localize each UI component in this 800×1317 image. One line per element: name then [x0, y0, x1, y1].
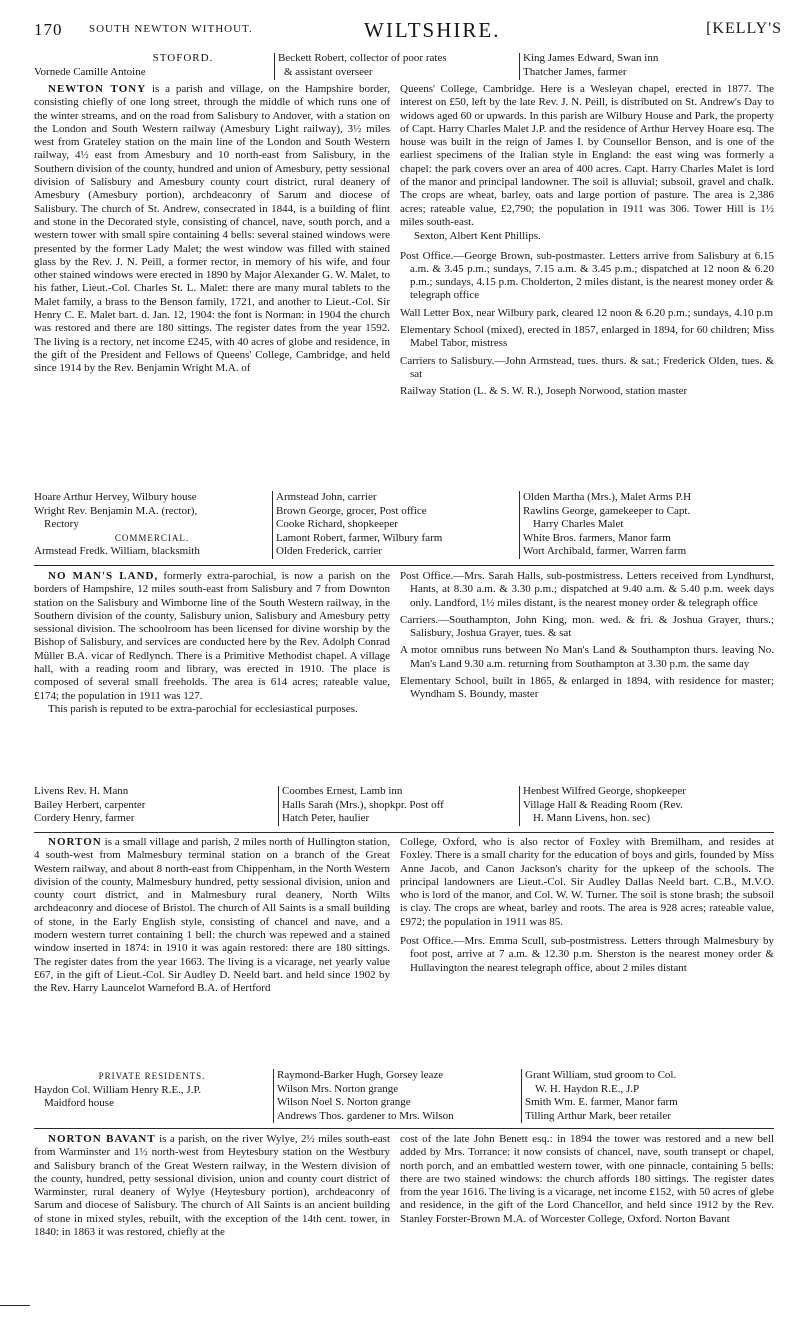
parish-name: NORTON	[48, 836, 102, 848]
list-item: Wort Archibald, farmer, Warren farm	[523, 545, 687, 557]
newton-tony-dir-col1	[34, 491, 270, 559]
list-item: Olden Martha (Mrs.), Malet Arms P.H	[523, 491, 692, 503]
list-item: Wright Rev. Benjamin M.A. (rector),	[34, 504, 198, 517]
norton-bavant-right: cost of the late John Benett esq.: in 1894 the tower was restored and a new bell added by Mrs. Torrance: it now consists of chancel, nave, south transept or chapel, north porch, and an embattled western tower, with one pinnacle, containing 5 bells: there are two stained windows: the church affords 180 sittings. The register dates from the year 1616. The living is a vicarage, net income £152, with 50 acres of glebe and residence, in the gift of the Lord Chancellor, and held since 1912 by the Rev. Stanley Forster-Brown M.A. of Worcester College, Oxford. Norton Bavant	[400, 1133, 774, 1225]
list-item: Brown George, grocer, Post office	[276, 504, 427, 517]
list-item: Rawlins George, gamekeeper to Capt.	[523, 504, 691, 517]
stoford-middle	[278, 52, 518, 79]
section-divider	[34, 1128, 774, 1129]
column-rule	[519, 53, 520, 80]
newton-tony-dir-col3	[523, 491, 775, 559]
list-item: Livens Rev. H. Mann	[34, 785, 129, 797]
page-header	[34, 20, 782, 44]
parish-text: is a small village and parish, 2 miles north of Hullington station, 4 south-west from Malmesbury terminal station on a branch of the Great Western railway, and about 8 north-east from Chippenham, in the North Western division of the county, Malmesbury hundred, petty sessional division, union and county court district, and in Malmesbury rural deanery, North Wilts archdeaconry and diocese of Bristol. The church of All Saints is a small building of stone, in the Early English style, consisting of chancel and nave, and a modern western turret containing 1 bell: the church was repewed and a stained window inserted in 1874: in 1910 it was again restored: there are 180 sittings. The register dates from the year 1663. The living is a vicarage, net yearly value £67, in the gift of Lieut.-Col. Sir Audley D. Neeld bart. and held since 1902 by the Rev. Harry Launcelot Warneford B.A. of Hertford	[34, 836, 391, 995]
stoford-right	[523, 52, 773, 79]
no-mans-land-dir-col1	[34, 785, 270, 826]
margin-mark	[0, 1305, 30, 1306]
list-item: Wilson Mrs. Norton grange	[277, 1082, 399, 1095]
list-item: Beckett Robert, collector of poor rates	[278, 52, 447, 64]
list-item: Thatcher James, farmer	[523, 65, 627, 78]
section-divider	[34, 565, 774, 566]
newton-tony-description	[34, 83, 390, 376]
norton-dir-col3	[525, 1069, 775, 1123]
list-item: Cooke Richard, shopkeeper	[276, 518, 398, 530]
parish-text-continued: College, Oxford, who is also rector of Foxley with Bremilham, and resides at Foxley. There is a small charity for the education of boys and girls, founded by Miss Anne Jacob, and Canon Jackson's charity for the upkeep of the schools. The principal landowners are Lieut.-Col. Sir Audley Dallas Neeld bart. C.B., M.V.O. who is lord of the manor, and Col. W. W. Turner. The soil is stone brash; the subsoil is clay. The crops are wheat, barley and roots. The area is 928 acres; rateable value, £972; the population in 1911 was 85.	[400, 836, 774, 928]
stoford-left	[34, 52, 272, 79]
notice: Carriers to Salisbury.—John Armstead, tues. thurs. & sat.; Frederick Olden, tues. & sat	[400, 354, 774, 380]
list-item: White Bros. farmers, Manor farm	[523, 531, 671, 544]
parish-text: is a parish and village, on the Hampshire border, consisting chiefly of one long street, through the middle of which runs one of the winter streams, and on the road from Salisbury to Andover, with a station on the London and South Western railway (Amesbury Light railway), 3½ miles west from Grateley station on the main line of the London and South Western railway, 4½ east from Amesbury and 10 north-east from Salisbury, in the Southern division of the county, hundred and union of Amesbury, petty sessional division of Salisbury and Amesbury county court district, rural deanery of Amesbury (Amesbury portion), archdeaconry of Sarum and diocese of Salisbury. The church of St. Andrew, consecrated in 1844, is a building of flint and stone in the Decorated style, consisting of chancel, nave, south porch, and a western tower with small spire containing 4 bells: several stained windows were presented by the former Lady Malet; the west window was filled with stained glass by the Rev. J. N. Peill, a former rector, in memory of his wife, and four other stained windows were erected in 1890 by Major Alexander G. W. Malet, to his father, Lieut.-Col. Charles St. L. Malet: there are many mural tablets to the Malet family, a brass to the Benson family, 1721, and another to Lieut.-Col. Sir Henry C. E. Malet bart. d. Jan. 12, 1904: the font is Norman: in 1904 the church was restored and there are 180 sittings. The register dates from the year 1592. The living is a rectory, net income £245, with 40 acres of globe and residence, in the gift of the President and Fellows of Queens' College, Cambridge, and held since 1914 by the Rev. Benjamin Wright M.A. of	[34, 83, 391, 375]
norton-description	[34, 836, 390, 996]
no-mans-land-dir-col3	[523, 785, 775, 826]
list-item: Grant William, stud groom to Col.	[525, 1069, 677, 1081]
section-label: PRIVATE RESIDENTS.	[98, 1071, 206, 1081]
column-rule	[521, 1069, 522, 1123]
list-item: Rectory	[44, 518, 79, 530]
list-item: Hatch Peter, haulier	[282, 812, 370, 824]
column-rule	[519, 786, 520, 826]
notice: Wall Letter Box, near Wilbury park, cleared 12 noon & 6.20 p.m.; sundays, 4.10 p.m	[400, 306, 774, 319]
list-item: Olden Frederick, carrier	[276, 545, 382, 557]
notice: Carriers.—Southampton, John King, mon. wed. & fri. & Joshua Grayer, thurs.; Salisbury, Joshua Grayer, tues. & sat	[400, 613, 774, 640]
list-item: Lamont Robert, farmer, Wilbury farm	[276, 531, 443, 544]
list-item: Harry Charles Malet	[533, 518, 624, 530]
list-item: Tilling Arthur Mark, beer retailer	[525, 1109, 671, 1122]
newton-tony-right	[400, 83, 774, 403]
sexton: Sexton, Albert Kent Phillips.	[414, 230, 541, 243]
list-item: Village Hall & Reading Room (Rev.	[523, 798, 683, 811]
list-item: Raymond-Barker Hugh, Gorsey leaze	[277, 1069, 444, 1081]
parish-text: is a parish, on the river Wylye, 2½ miles south-east from Warminster and 1½ north-west from Heytesbury station on the Westbury and Salisbury branch of the Great Western railway, in the Western division of the county, hundred, petty sessional division, union and county court district of Warminster, rural deanery of Wylye (Heytesbury portion), archdeaconry of Sarum and diocese of Salisbury. The church of All Saints is an ancient building of stone in mixed styles, rebuilt, with the exception of the 14th cent. tower, in 1840: in 1863 it was restored, chiefly at the	[34, 1133, 391, 1239]
list-item: Hoare Arthur Hervey, Wilbury house	[34, 491, 197, 503]
notice: Elementary School (mixed), erected in 1857, enlarged in 1894, for 60 children; Miss Mabel Tabor, mistress	[400, 324, 774, 350]
stoford-heading: STOFORD.	[152, 52, 214, 64]
column-rule	[273, 1069, 274, 1123]
column-rule	[278, 786, 279, 826]
norton-dir-col1	[34, 1070, 270, 1111]
list-item: Armstead Fredk. William, blacksmith	[34, 545, 200, 557]
parish-name: NORTON BAVANT	[48, 1133, 156, 1145]
list-item: Halls Sarah (Mrs.), shopkpr. Post off	[282, 798, 444, 811]
list-item: Vornede Camille Antoine	[34, 65, 146, 78]
parish-text-note: This parish is reputed to be extra-parochial for ecclesiastical purposes.	[48, 702, 358, 715]
notice: Post Office.—Mrs. Sarah Halls, sub-postmistress. Letters received from Lyndhurst, Hants, at 8.30 a.m. & 3.30 p.m.; dispatched at 9.40 a.m. & 5.40 p.m. week days only. Landford, 1½ miles distant, is the nearest money order & telegraph office	[400, 570, 774, 609]
column-rule	[272, 491, 273, 559]
list-item: & assistant overseer	[284, 65, 373, 78]
notice: Elementary School, built in 1865, & enlarged in 1894, with residence for master; Wyndham S. Boundy, master	[400, 675, 774, 701]
list-item: Henbest Wilfred George, shopkeeper	[523, 785, 686, 797]
norton-dir-col2	[277, 1069, 519, 1123]
newton-tony-dir-col2	[276, 491, 516, 559]
parish-name: NO MAN'S LAND,	[48, 570, 159, 582]
notice: Post Office.—George Brown, sub-postmaster. Letters arrive from Salisbury at 6.15 a.m. & 3.45 p.m.; sundays, 7.15 a.m. & 3.45 p.m.; dispatched at 12 noon & 6.20 p.m.; sundays, 4.15 p.m. Cholderton, 2 miles distant, is the nearest money order & telegraph office	[400, 249, 774, 302]
list-item: Maidford house	[44, 1097, 114, 1109]
column-rule	[274, 53, 275, 80]
norton-bavant-description	[34, 1133, 390, 1239]
list-item: Cordery Henry, farmer	[34, 812, 135, 824]
notice: Post Office.—Mrs. Emma Scull, sub-postmistress. Letters through Malmesbury by foot post, arrive at 7 a.m. & 12.30 p.m. Sherston is the nearest money order & Hullavington the nearest telegraph office, about 2 miles distant	[400, 935, 774, 974]
list-item: W. H. Haydon R.E., J.P	[535, 1082, 640, 1095]
list-item: H. Mann Livens, hon. sec)	[533, 812, 651, 824]
list-item: Smith Wm. E. farmer, Manor farm	[525, 1096, 678, 1108]
no-mans-land-description	[34, 570, 390, 716]
no-mans-land-dir-col2	[282, 785, 518, 826]
running-head-county: WILTSHIRE.	[364, 18, 501, 42]
norton-right	[400, 836, 774, 979]
list-item: Wilson Noel S. Norton grange	[277, 1096, 411, 1108]
section-divider	[34, 832, 774, 833]
notice: Railway Station (L. & S. W. R.), Joseph Norwood, station master	[400, 385, 688, 398]
list-item: Armstead John, carrier	[276, 491, 377, 503]
list-item: Andrews Thos. gardener to Mrs. Wilson	[277, 1109, 454, 1122]
page-number: 170	[34, 20, 63, 39]
parish-text-continued: Queens' College, Cambridge. Here is a Wesleyan chapel, erected in 1877. The interest on £50, left by the late Rev. J. N. Peill, is distributed on St. Andrew's Day to widows aged 60 or upwards. In this parish are Wilbury House and Park, the property of Capt. Harry Charles Malet J.P. and the residence of Arthur Hervey Hoare esq. The house was built in the reign of James I. by Counsellor Benson, and is one of the earliest specimens of the Italian style in England: the east wing was formerly a chapel: the park covers over an area of 400 acres. Capt. Harry Charles Malet is lord of the manor and principal landowner. The soil is alluvial; subsoil, gravel and chalk. The crops are wheat, barley, oats and large portion of pasture. The area is 2,386 acres; rateable value, £2,790; the population in 1911 was 306. Tower Hill is 1½ miles south-east.	[400, 83, 774, 228]
list-item: Coombes Ernest, Lamb inn	[282, 785, 403, 797]
section-label: COMMERCIAL.	[114, 532, 190, 543]
list-item: Haydon Col. William Henry R.E., J.P.	[34, 1083, 202, 1096]
column-rule	[519, 491, 520, 559]
no-mans-land-right	[400, 570, 774, 706]
list-item: King James Edward, Swan inn	[523, 52, 659, 64]
running-head-place: SOUTH NEWTON WITHOUT.	[89, 23, 253, 35]
parish-name: NEWTON TONY	[48, 83, 147, 95]
notice: A motor omnibus runs between No Man's Land & Southampton thurs. leaving No. Man's Land 9.30 a.m. returning from Southampton at 3.30 p.m. the same day	[400, 644, 774, 670]
directory-name: [KELLY'S	[706, 20, 782, 37]
parish-text: formerly extra-parochial, is now a parish on the borders of Hampshire, 12 miles south-east from Salisbury and 7 from Downton station on the Salisbury and Wimborne line of the South Western railway, in the Southern division of the county, Salisbury union, Salisbury and Amesbury petty sessional division. The schoolroom has been licensed for divine worship by the Bishop of Salisbury, and services are conducted here by the Rev. Adolph Conrad Müller B.A. vicar of Redlynch. There is a Primitive Methodist chapel. A village hall, with a reading room and library, was erected in 1910. The place is composed of several small freeholds. The area is 614 acres; rateable value, £174; the population in 1911 was 127.	[34, 570, 390, 702]
list-item: Bailey Herbert, carpenter	[34, 798, 146, 811]
